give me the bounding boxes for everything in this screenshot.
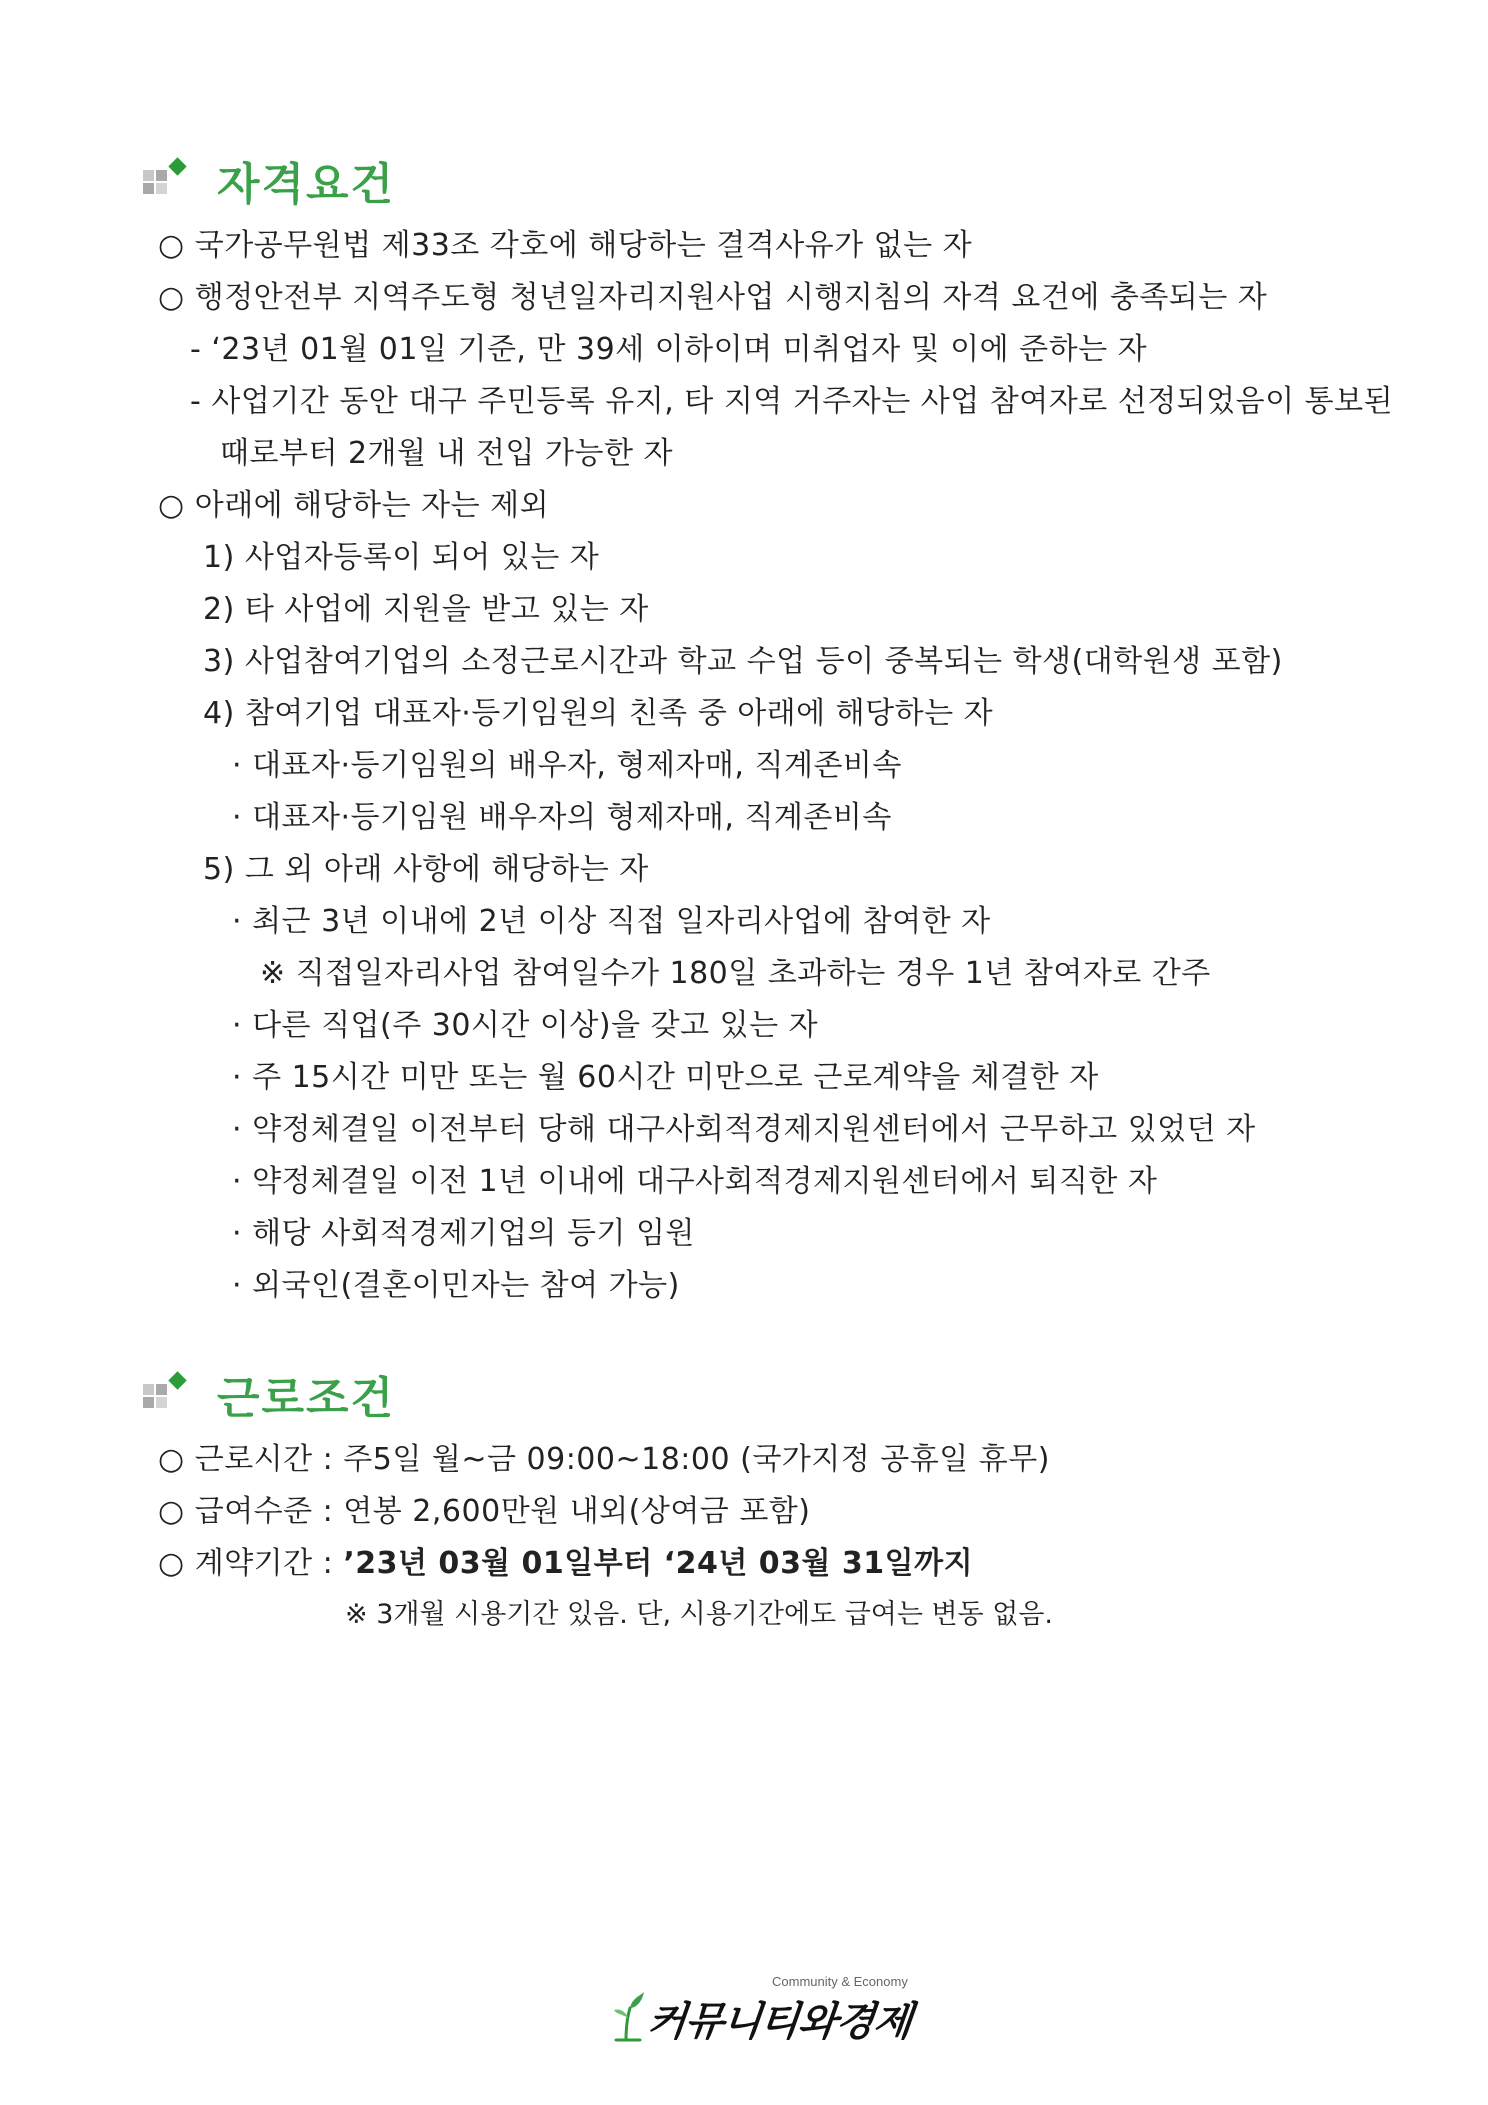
section-header-qualifications: [143, 150, 395, 210]
list-item: ○ 급여수준 : 연봉 2,600만원 내외(상여금 포함): [158, 1494, 811, 1529]
list-item: 2) 타 사업에 지원을 받고 있는 자: [203, 592, 649, 627]
contract-line: [158, 1544, 973, 1584]
section-title: 근로조건: [217, 1373, 396, 1424]
list-item: 5) 그 외 아래 사항에 해당하는 자: [203, 852, 649, 887]
footer-logo-text: 커뮤니티와경제: [645, 1998, 914, 2045]
contract-period: ’23년 03월 01일부터 ‘24년 03월 31일까지: [343, 1546, 974, 1581]
list-item: · 약정체결일 이전 1년 이내에 대구사회적경제지원센터에서 퇴직한 자: [232, 1164, 1158, 1199]
list-item: · 외국인(결혼이민자는 참여 가능): [232, 1268, 680, 1303]
list-item: 1) 사업자등록이 되어 있는 자: [203, 540, 600, 575]
section-bullet-icon: [143, 158, 187, 202]
list-item: 3) 사업참여기업의 소정근로시간과 학교 수업 등이 중복되는 학생(대학원생 포함): [203, 644, 1283, 679]
list-item: · 최근 3년 이내에 2년 이상 직접 일자리사업에 참여한 자: [232, 904, 991, 939]
list-item: - ‘23년 01월 01일 기준, 만 39세 이하이며 미취업자 및 이에 준하는 자: [190, 332, 1148, 367]
sprout-icon: [612, 1988, 646, 2042]
list-item: 때로부터 2개월 내 전입 가능한 자: [220, 436, 674, 471]
footer: [0, 1970, 1488, 2050]
section-title: 자격요건: [217, 159, 396, 210]
list-item: ○ 근로시간 : 주5일 월~금 09:00~18:00 (국가지정 공휴일 휴무): [158, 1442, 1050, 1477]
list-item: ○ 아래에 해당하는 자는 제외: [158, 488, 550, 523]
list-item: 4) 참여기업 대표자·등기임원의 친족 중 아래에 해당하는 자: [203, 696, 994, 731]
list-item: · 해당 사회적경제기업의 등기 임원: [232, 1216, 695, 1251]
list-item: ※ 직접일자리사업 참여일수가 180일 초과하는 경우 1년 참여자로 간주: [260, 956, 1211, 991]
section-bullet-icon: [143, 1372, 187, 1416]
list-item: · 주 15시간 미만 또는 월 60시간 미만으로 근로계약을 체결한 자: [232, 1060, 1099, 1095]
section-header-working-conditions: [143, 1364, 395, 1424]
list-item: · 대표자·등기임원 배우자의 형제자매, 직계존비속: [232, 800, 892, 835]
list-item: · 약정체결일 이전부터 당해 대구사회적경제지원센터에서 근무하고 있었던 자: [232, 1112, 1256, 1147]
note: ※ 3개월 시용기간 있음. 단, 시용기간에도 급여는 변동 없음.: [345, 1599, 1054, 1630]
list-item: · 대표자·등기임원의 배우자, 형제자매, 직계존비속: [232, 748, 902, 783]
list-item: · 다른 직업(주 30시간 이상)을 갖고 있는 자: [232, 1008, 819, 1043]
footer-tagline: Community & Economy: [772, 1974, 908, 1989]
list-item: ○ 국가공무원법 제33조 각호에 해당하는 결격사유가 없는 자: [158, 228, 973, 263]
contract-label: ○ 계약기간 :: [158, 1546, 344, 1581]
list-item: ○ 행정안전부 지역주도형 청년일자리지원사업 시행지침의 자격 요건에 충족되는 자: [158, 280, 1268, 315]
list-item: - 사업기간 동안 대구 주민등록 유지, 타 지역 거주자는 사업 참여자로 선정되었음이 통보된: [190, 384, 1394, 419]
